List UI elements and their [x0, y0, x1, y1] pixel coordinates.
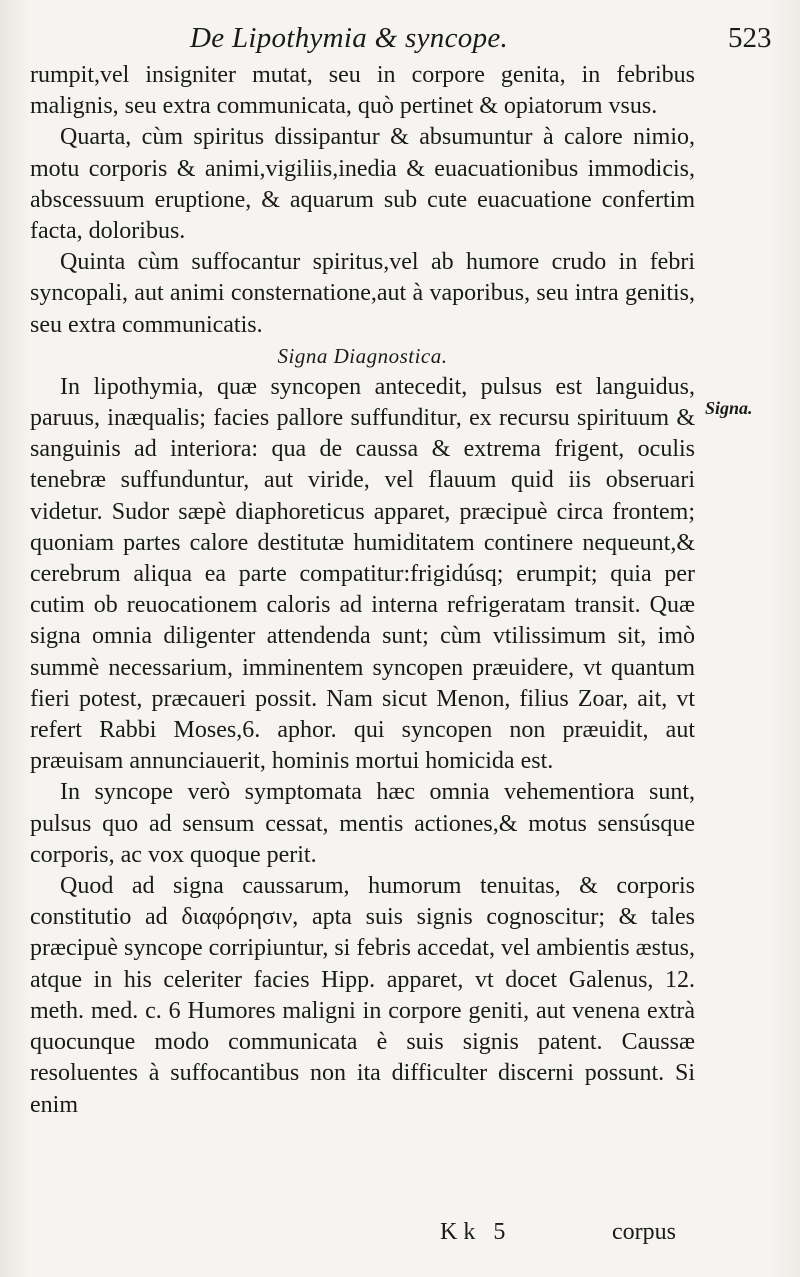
page-footer — [0, 1219, 800, 1259]
page-number: 523 — [728, 22, 772, 54]
paragraph-continuation: rumpit,vel insigniter mutat, seu in corpore genita, in febribus malignis, seu extra communicata, quò pertinet & opiatorum vsus. — [30, 62, 695, 120]
paragraph-lipothymia: In lipothymia, quæ syncopen antecedit, pulsus est languidus, paruus, inæqualis; facies pallore suffunditur, ex recursu spirituum & sanguinis ad interiora: qua de caussa & extrema frigent, oculis tenebræ suffunduntur, aut viride, vel flauum quid iis obseruari videtur. Sudor sæpè diaphoreticus apparet, præcipuè circa frontem; quoniam partes calore destitutæ humiditatem continere nequeunt,& cerebrum aliqua ea parte compatitur:frigidúsq; erumpit; quia per cutim ob reuocationem caloris ad interna refrigeratam transit. Quæ signa omnia diligenter attendenda sunt; cùm vtilissimum sit, imò summè necessarium, imminentem syncopen præuidere, vt quantum fieri potest, præcaueri possit. Nam sicut Menon, filius Zoar, ait, vt refert Rabbi Moses,6. aphor. qui syncopen non præuidit, aut præuisam annunciauerit, hominis mortui homicida est. — [30, 373, 695, 775]
section-heading: Signa Diagnostica. — [277, 343, 448, 368]
page-header — [0, 22, 800, 62]
paragraph-syncope: In syncope verò symptomata hæc omnia vehementiora sunt, pulsus quo ad sensum cessat, mentis actiones,& motus sensúsque corporis, ac vox quoque perit. — [30, 779, 695, 868]
signature-mark: Kk 5 — [440, 1219, 512, 1245]
catchword: corpus — [612, 1219, 676, 1245]
margin-note: Signa. — [705, 398, 753, 418]
running-title: De Lipothymia & syncope. — [190, 22, 509, 54]
body-text — [30, 60, 695, 1121]
paragraph-signa-caussarum: Quod ad signa caussarum, humorum tenuitas, & corporis constitutio ad διαφόρησιν, apta suis signis cognoscitur; & tales præcipuè syncope corripiuntur, si febris accedat, vel ambientis æstus, atque in his celeriter facies Hipp. apparet, vt docet Galenus, 12. meth. med. c. 6 Humores maligni in corpore geniti, aut venena extrà quocunque modo communicata è suis signis patent. Caussæ resoluentes à suffocantibus non ita difficulter discerni possunt. Si enim — [30, 873, 695, 1118]
paragraph-quinta: Quinta cùm suffocantur spiritus,vel ab humore crudo in febri syncopali, aut animi consternatione,aut à vaporibus, seu intra genitis, seu extra communicatis. — [30, 249, 695, 338]
paragraph-quarta: Quarta, cùm spiritus dissipantur & absumuntur à calore nimio, motu corporis & animi,vigiliis,inedia & euacuationibus immodicis, abscessuum eruptione, & aquarum sub cute euacuatione confertim facta, doloribus. — [30, 124, 695, 245]
